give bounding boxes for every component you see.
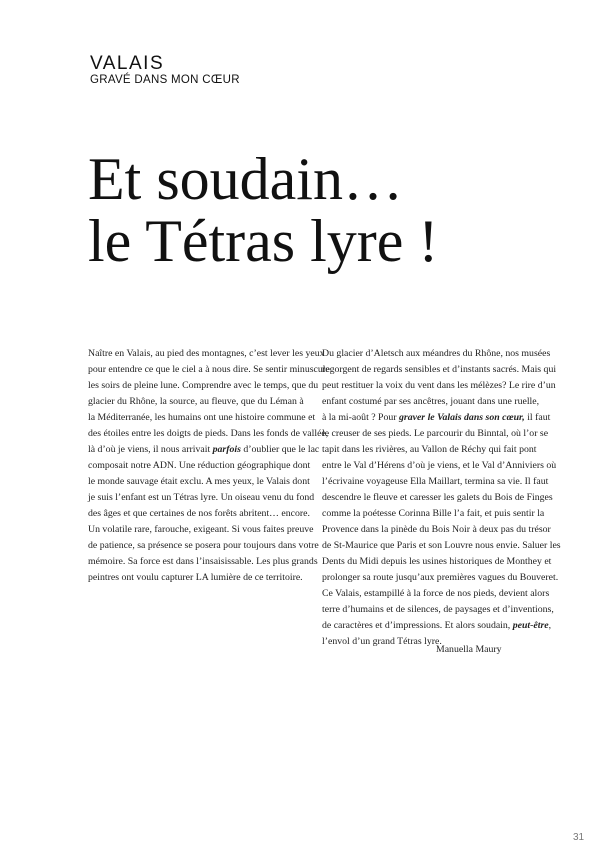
text-line: je suis l’enfant est un Tétras lyre. Un oiseau venu du fond [88,492,315,503]
page-number: 31 [573,832,585,843]
text-line: Naître en Valais, au pied des montagnes, c’est lever les yeux [88,348,325,359]
text-line: peut restituer la voix du vent dans les mélèzes? Le rire d’un [322,380,556,391]
text-line: glacier du Rhône, la source, au fleuve, que du Léman à [88,396,304,407]
text-line: mémoire. Sa force est dans l’insaisissable. Les plus grands [88,556,318,567]
headline-line-2: le Tétras lyre ! [88,208,439,274]
text-line: comme la poétesse Corinna Bille l’a fait, et puis sentir la [322,508,545,519]
article-column-left [88,346,330,586]
text-line: les soirs de pleine lune. Comprendre avec le temps, que du [88,380,319,391]
section-header [90,54,240,87]
text-line: descendre le fleuve et caresser les galets du Bois de Finges [322,492,553,503]
headline-line-1: Et soudain… [88,146,403,212]
text-line: le monde sauvage était exclu. A mes yeux, le Valais dont [88,476,310,487]
text-line: pour entendre ce que le ciel a à nous dire. Se sentir minuscule [88,364,330,375]
text-line: de St-Maurice que Paris et son Louvre nous envie. Saluer les [322,540,561,551]
text-line: Du glacier d’Aletsch aux méandres du Rhône, nos musées [322,348,551,359]
emphasis: graver le Valais dans son cœur, [399,412,525,423]
text-line: le creuser de ses pieds. Le parcourir du Binntal, où l’or se [322,428,549,439]
text-line: l’envol d’un grand Tétras lyre. [322,636,442,647]
article-column-right [322,346,561,650]
emphasis: peut-être [512,620,549,631]
text-line: des étoiles entre les doigts de pieds. Dans les fonds de vallée, [88,428,329,439]
text-line: de patience, sa présence se posera pour toujours dans votre [88,540,319,551]
section-title: VALAIS [90,53,165,74]
text-line: prolonger sa route jusqu’aux premières vagues du Bouveret. [322,572,559,583]
article-headline [88,148,438,272]
author-signature: Manuella Maury [436,644,502,655]
text-line: de caractères et d’impressions. Et alors soudain, peut-être, [322,620,552,631]
text-line: entre le Val d’Hérens d’où je viens, et le Val d’Anniviers où [322,460,557,471]
section-subtitle: GRAVÉ DANS MON CŒUR [90,74,240,86]
text-line: peintres ont voulu capturer LA lumière de ce territoire. [88,572,303,583]
text-line: à la mi-août ? Pour graver le Valais dans son cœur, il faut [322,412,551,423]
text-line: tapit dans les rivières, au Vallon de Réchy qui fait pont [322,444,537,455]
text-line: là d’où je viens, il nous arrivait parfois d’oublier que le lac [88,444,320,455]
text-line: enfant costumé par ses ancêtres, jouant dans une ruelle, [322,396,540,407]
text-line: regorgent de regards sensibles et d’instants sacrés. Mais qui [322,364,557,375]
text-line: Provence dans la pinède du Bois Noir à deux pas du trésor [322,524,551,535]
text-line: terre d’humains et de silences, de paysages et d’inventions, [322,604,554,615]
text-line: Ce Valais, estampillé à la force de nos pieds, devient alors [322,588,550,599]
text-line: composait notre ADN. Une réduction géographique dont [88,460,311,471]
text-line: la Méditerranée, les humains ont une histoire commune et [88,412,316,423]
text-line: l’écrivaine voyageuse Ella Maillart, termina sa vie. Il faut [322,476,549,487]
emphasis: parfois [212,444,241,455]
text-line: Dents du Midi depuis les usines historiques de Monthey et [322,556,552,567]
text-line: Un volatile rare, farouche, exigeant. Si vous faites preuve [88,524,314,535]
text-line: des âges et que certaines de nos forêts abritent… encore. [88,508,310,519]
